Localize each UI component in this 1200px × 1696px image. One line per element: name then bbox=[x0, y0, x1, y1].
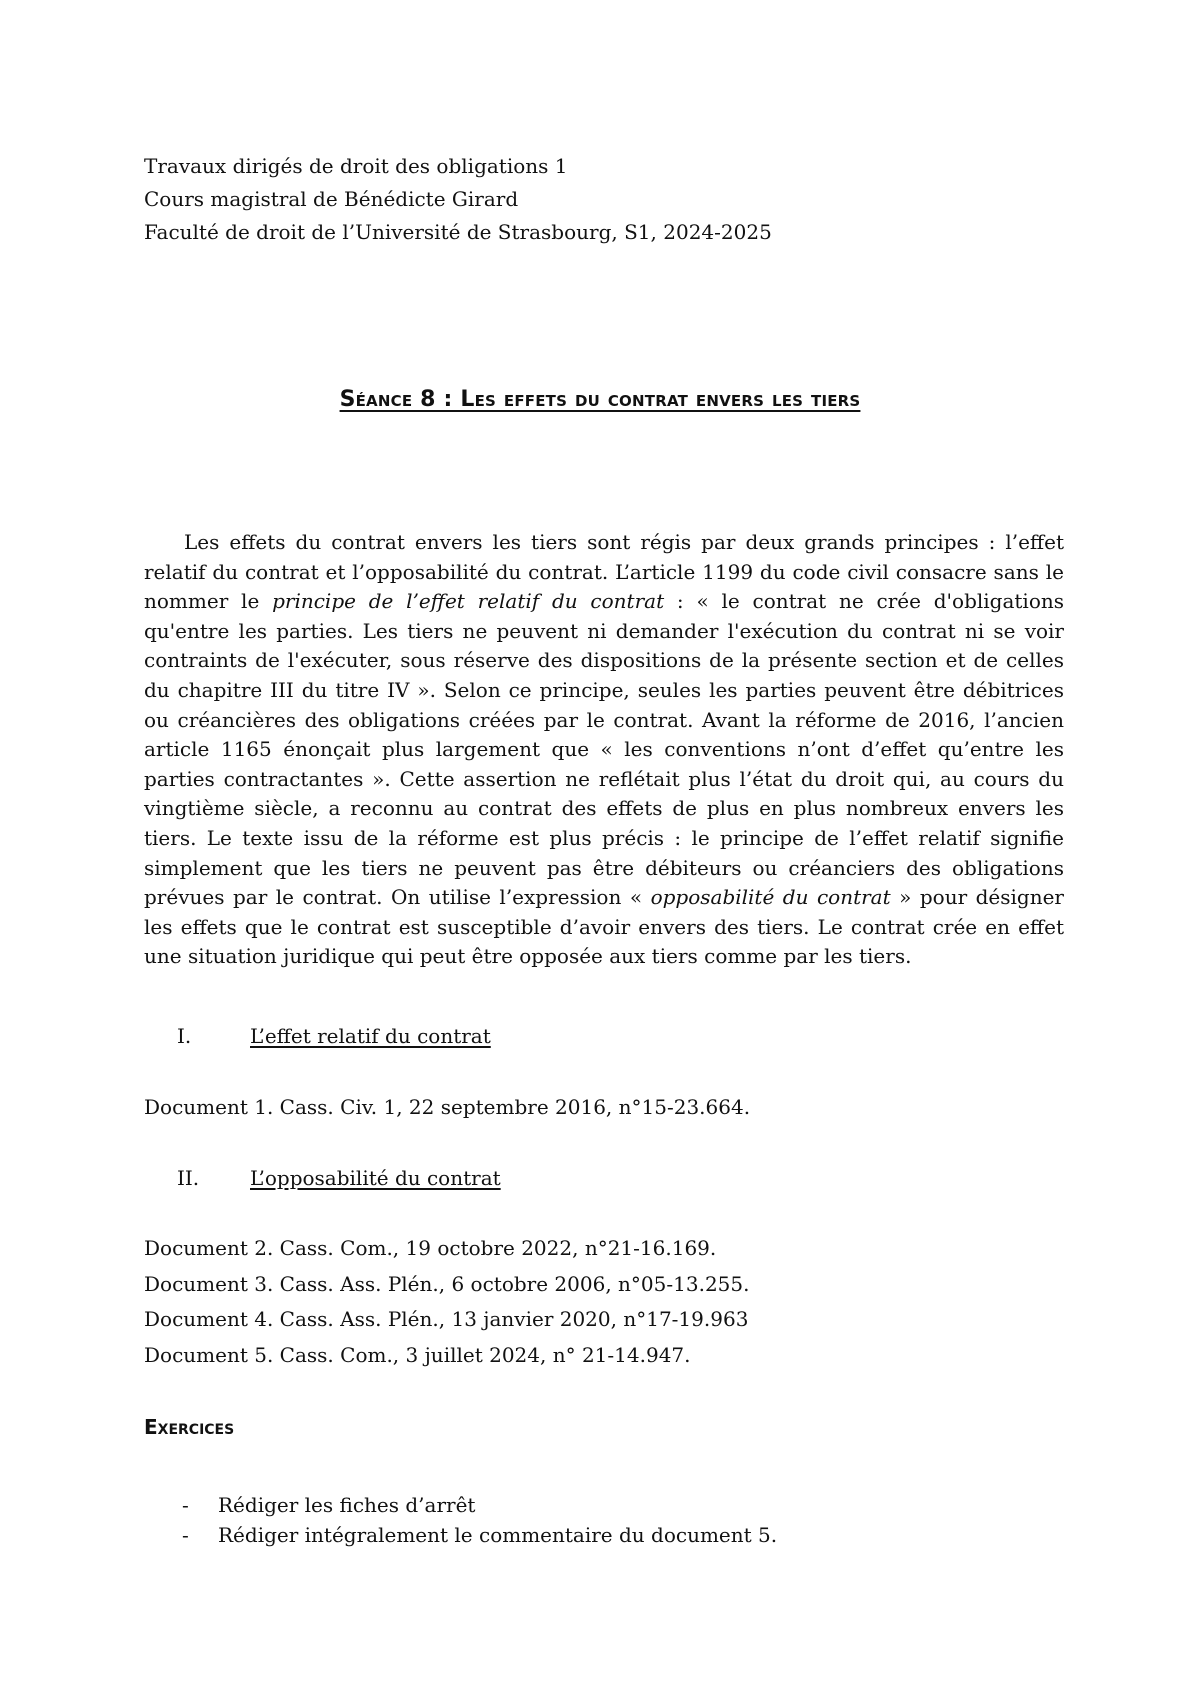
intro-text-2: : « le contrat ne crée d'obligations qu'entre les parties. Les tiers ne peuvent ni demander l'exécution du contrat ni se voir contraints de l'exécuter, sous réserve des dispositions de la présente section et de celles du chapitre III du titre IV ». Selon ce principe, seules les parties peuvent être débitrices ou créancières des obligations créées par le contrat. Avant la réforme de 2016, l’ancien article 1165 énonçait plus largement que « les conventions n’ont d’effet qu’entre les parties contractantes ». Cette assertion ne reflétait plus l’état du droit qui, au cours du vingtième siècle, a reconnu au contrat des effets de plus en plus nombreux envers les tiers. Le texte issu de la réforme est plus précis : le principe de l’effet relatif signifie simplement que les tiers ne peuvent pas être débiteurs ou créanciers des obligations prévues par le contrat. On utilise l’expression « bbox=[144, 589, 1065, 910]
section-label: L’opposabilité du contrat bbox=[250, 1166, 501, 1190]
document-reference-4: Document 4. Cass. Ass. Plén., 13 janvier 2020, n°17-19.963 bbox=[144, 1307, 749, 1331]
session-title bbox=[0, 387, 1200, 412]
document-reference-3: Document 3. Cass. Ass. Plén., 6 octobre 2006, n°05-13.255. bbox=[144, 1272, 750, 1296]
document-reference-2: Document 2. Cass. Com., 19 octobre 2022, n°21-16.169. bbox=[144, 1236, 717, 1260]
exercises-heading: Exercices bbox=[144, 1415, 235, 1439]
section-number: II. bbox=[177, 1166, 200, 1190]
document-reference-5: Document 5. Cass. Com., 3 juillet 2024, n° 21-14.947. bbox=[144, 1343, 691, 1367]
section-heading-2 bbox=[177, 1166, 501, 1190]
intro-emphasis-1: principe de l’effet relatif du contrat bbox=[272, 589, 665, 614]
exercise-text: Rédiger intégralement le commentaire du document 5. bbox=[218, 1523, 778, 1547]
exercise-text: Rédiger les fiches d’arrêt bbox=[218, 1493, 476, 1517]
list-item bbox=[182, 1490, 777, 1520]
intro-emphasis-2: opposabilité du contrat bbox=[650, 885, 891, 910]
course-faculty: Faculté de droit de l’Université de Strasbourg, S1, 2024-2025 bbox=[144, 220, 772, 244]
course-header bbox=[144, 150, 772, 249]
section-label: L’effet relatif du contrat bbox=[250, 1024, 491, 1048]
course-lecturer: Cours magistral de Bénédicte Girard bbox=[144, 187, 519, 211]
bullet-dash: - bbox=[182, 1493, 189, 1517]
intro-text-1: Les effets du contrat envers les tiers sont régis par deux grands principes : l’effet relatif du contrat et l’opposabilité du contrat. L’article 1199 du code civil consacre sans le nommer le bbox=[144, 530, 1064, 614]
document-reference-1: Document 1. Cass. Civ. 1, 22 septembre 2016, n°15-23.664. bbox=[144, 1095, 751, 1119]
list-item bbox=[182, 1520, 777, 1550]
intro-text-3: » pour désigner les effets que le contrat est susceptible d’avoir envers des tiers. Le contrat crée en effet une situation juridique qui peut être opposée aux tiers comme par les tiers. bbox=[144, 885, 1064, 969]
exercises-list bbox=[182, 1490, 777, 1550]
intro-paragraph bbox=[144, 528, 1064, 972]
session-title-text: Séance 8 : Les effets du contrat envers les tiers bbox=[339, 387, 861, 412]
course-title: Travaux dirigés de droit des obligations 1 bbox=[144, 154, 568, 178]
section-heading-1 bbox=[177, 1024, 491, 1048]
bullet-dash: - bbox=[182, 1523, 189, 1547]
section-number: I. bbox=[177, 1024, 192, 1048]
